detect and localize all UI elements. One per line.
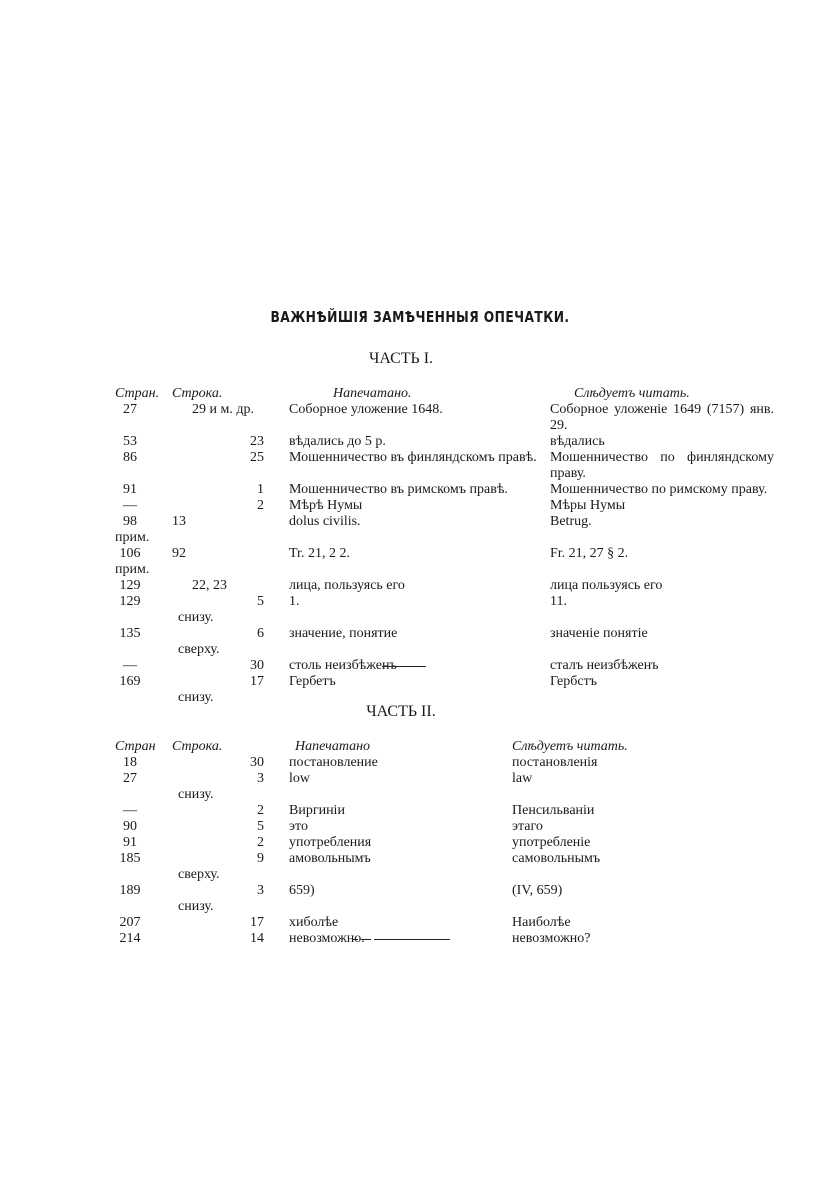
errata-table-part2 bbox=[115, 739, 712, 947]
cell-line bbox=[172, 819, 289, 835]
line-number: 2 bbox=[257, 835, 264, 850]
line-note: сверху. bbox=[178, 642, 220, 657]
cell-line bbox=[172, 803, 289, 819]
line-number: 5 bbox=[257, 819, 264, 834]
table-row bbox=[115, 450, 774, 482]
cell-line bbox=[172, 658, 289, 674]
cell-printed: Гербетъ bbox=[289, 674, 336, 689]
table-header-row bbox=[115, 386, 774, 402]
table-row bbox=[115, 819, 712, 835]
cell-page bbox=[115, 626, 172, 658]
table-row bbox=[115, 803, 712, 819]
line-note: снизу. bbox=[178, 690, 214, 705]
cell-printed: Tr. 21, 2 2. bbox=[289, 546, 350, 561]
cell-correct: невозможно? bbox=[512, 931, 591, 946]
cell-printed: Мошенничество въ римскомъ правѣ. bbox=[289, 482, 508, 497]
line-number: 23 bbox=[250, 434, 264, 449]
line-number: 3 bbox=[257, 771, 264, 786]
col-header-page: Стран. bbox=[115, 386, 160, 401]
page-number: 129 bbox=[119, 594, 141, 609]
cell-printed: вѣдались до 5 р. bbox=[289, 434, 386, 449]
col-header-page: Стран bbox=[115, 739, 156, 754]
cell-line bbox=[172, 546, 289, 578]
cell-printed: Соборное уложение 1648. bbox=[289, 402, 443, 417]
cell-page bbox=[115, 771, 172, 803]
cell-printed: невозможно. bbox=[289, 931, 365, 946]
line-number: 1 bbox=[257, 482, 264, 497]
cell-page bbox=[115, 931, 172, 947]
table-row bbox=[115, 755, 712, 771]
line-number: 30 bbox=[250, 658, 264, 673]
errata-table-part1 bbox=[115, 386, 774, 706]
page-number: — bbox=[123, 658, 137, 673]
cell-page bbox=[115, 578, 172, 594]
cell-page bbox=[115, 819, 172, 835]
cell-page bbox=[115, 658, 172, 674]
col-header-correct: Слѣдуетъ читать. bbox=[512, 739, 628, 754]
table-row bbox=[115, 883, 712, 915]
line-number: 2 bbox=[257, 498, 264, 513]
cell-page bbox=[115, 835, 172, 851]
page-number: 91 bbox=[123, 835, 137, 850]
cell-correct: постановленія bbox=[512, 755, 598, 770]
cell-page bbox=[115, 915, 172, 931]
page-number: 27 bbox=[123, 771, 137, 786]
cell-printed: Мѣрѣ Нумы bbox=[289, 498, 363, 513]
end-divider bbox=[352, 939, 358, 940]
cell-line bbox=[172, 434, 289, 450]
cell-line bbox=[172, 514, 289, 546]
col-header-line: Строка. bbox=[172, 386, 223, 401]
cell-printed: хиболѣе bbox=[289, 915, 339, 930]
line-number: 17 bbox=[250, 915, 264, 930]
line-number: 2 bbox=[257, 803, 264, 818]
cell-printed: low bbox=[289, 771, 310, 786]
cell-line bbox=[172, 915, 289, 931]
page-note: прим. bbox=[115, 530, 150, 545]
line-number: 13 bbox=[172, 514, 186, 529]
page-number: 106 bbox=[119, 546, 141, 561]
cell-line bbox=[172, 674, 289, 706]
table-row bbox=[115, 546, 774, 578]
table-row bbox=[115, 594, 774, 626]
cell-correct: Наиболѣе bbox=[512, 915, 571, 930]
col-header-line: Строка. bbox=[172, 739, 223, 754]
table-row bbox=[115, 402, 774, 434]
cell-line bbox=[172, 626, 289, 658]
page-number: 189 bbox=[119, 883, 141, 898]
page-title: ВАЖНѢЙШІЯ ЗАМѢЧЕННЫЯ ОПЕЧАТКИ. bbox=[270, 308, 570, 326]
end-divider bbox=[361, 939, 371, 940]
part1-heading: ЧАСТЬ I. bbox=[368, 350, 434, 367]
cell-line bbox=[172, 450, 289, 482]
part2-heading: ЧАСТЬ II. bbox=[366, 703, 436, 720]
table-row bbox=[115, 674, 774, 706]
line-number: 3 bbox=[257, 883, 264, 898]
line-number: 25 bbox=[250, 450, 264, 465]
cell-printed: значение, понятие bbox=[289, 626, 398, 641]
page-number: — bbox=[123, 803, 137, 818]
cell-correct: Мѣры Нумы bbox=[550, 498, 626, 513]
cell-page bbox=[115, 402, 172, 434]
cell-correct: law bbox=[512, 771, 533, 786]
cell-line bbox=[172, 835, 289, 851]
cell-correct: вѣдались bbox=[550, 434, 605, 449]
cell-page bbox=[115, 434, 172, 450]
cell-correct: значеніе понятіе bbox=[550, 626, 648, 641]
cell-correct: Betrug. bbox=[550, 514, 592, 529]
line-number: 29 и м. др. bbox=[192, 402, 254, 417]
page-number: 169 bbox=[119, 674, 141, 689]
cell-correct: Соборное уложеніе 1649 (7157) янв. 29. bbox=[550, 402, 774, 433]
page-number: 53 bbox=[123, 434, 137, 449]
cell-line bbox=[172, 482, 289, 498]
page-number: 91 bbox=[123, 482, 137, 497]
cell-printed: 1. bbox=[289, 594, 300, 609]
cell-correct: самовольнымъ bbox=[512, 851, 601, 866]
line-number: 22, 23 bbox=[192, 578, 227, 593]
col-header-correct: Слѣдуетъ читать. bbox=[574, 386, 690, 401]
cell-correct: Мошенничество по финляндскому праву. bbox=[550, 450, 774, 481]
cell-correct: Гербстъ bbox=[550, 674, 597, 689]
cell-page bbox=[115, 594, 172, 626]
cell-correct: употребленіе bbox=[512, 835, 591, 850]
cell-line bbox=[172, 402, 289, 434]
table-row bbox=[115, 771, 712, 803]
page-note: прим. bbox=[115, 562, 150, 577]
cell-line bbox=[172, 578, 289, 594]
table-row bbox=[115, 514, 774, 546]
col-header-printed: Напечатано. bbox=[333, 386, 412, 401]
cell-line bbox=[172, 498, 289, 514]
cell-page bbox=[115, 674, 172, 706]
cell-page bbox=[115, 883, 172, 915]
line-number: 17 bbox=[250, 674, 264, 689]
section-divider bbox=[382, 666, 426, 667]
page-number: 18 bbox=[123, 755, 137, 770]
cell-correct: Пенсильваніи bbox=[512, 803, 595, 818]
page-number: 185 bbox=[119, 851, 141, 866]
cell-page bbox=[115, 803, 172, 819]
cell-correct: Мошенничество по римскому праву. bbox=[550, 482, 768, 497]
cell-correct: лица пользуясь его bbox=[550, 578, 663, 593]
cell-printed: Виргиніи bbox=[289, 803, 345, 818]
cell-printed: 659) bbox=[289, 883, 315, 898]
cell-correct: сталъ неизбѣженъ bbox=[550, 658, 659, 673]
cell-printed: это bbox=[289, 819, 308, 834]
line-number: 5 bbox=[257, 594, 264, 609]
cell-printed: употребления bbox=[289, 835, 372, 850]
line-number: 14 bbox=[250, 931, 264, 946]
cell-line bbox=[172, 771, 289, 803]
line-number: 6 bbox=[257, 626, 264, 641]
cell-line bbox=[172, 931, 289, 947]
cell-correct: этаго bbox=[512, 819, 543, 834]
page-number: 129 bbox=[119, 578, 141, 593]
table-row bbox=[115, 578, 774, 594]
cell-page bbox=[115, 450, 172, 482]
cell-printed: постановление bbox=[289, 755, 378, 770]
table-row bbox=[115, 482, 774, 498]
cell-correct: Fr. 21, 27 § 2. bbox=[550, 546, 629, 561]
cell-printed: столь неизбѣженъ bbox=[289, 658, 397, 673]
cell-line bbox=[172, 594, 289, 626]
cell-printed: амовольнымъ bbox=[289, 851, 371, 866]
page-number: 214 bbox=[119, 931, 141, 946]
cell-page bbox=[115, 851, 172, 883]
line-note: снизу. bbox=[178, 899, 214, 914]
line-number: 9 bbox=[257, 851, 264, 866]
end-divider bbox=[374, 939, 450, 940]
cell-correct: 11. bbox=[550, 594, 567, 609]
cell-line bbox=[172, 883, 289, 915]
cell-printed: Мошенничество въ финляндскомъ правѣ. bbox=[289, 450, 537, 465]
page-number: 135 bbox=[119, 626, 141, 641]
line-number: 30 bbox=[250, 755, 264, 770]
cell-page bbox=[115, 498, 172, 514]
cell-page bbox=[115, 514, 172, 546]
table-row bbox=[115, 434, 774, 450]
col-header-printed: Напечатано bbox=[295, 739, 371, 754]
table-row bbox=[115, 658, 774, 674]
cell-page bbox=[115, 482, 172, 498]
cell-page bbox=[115, 755, 172, 771]
cell-printed: лица, пользуясь его bbox=[289, 578, 405, 593]
cell-printed: dolus civilis. bbox=[289, 514, 361, 529]
page-number: 90 bbox=[123, 819, 137, 834]
table-row bbox=[115, 915, 712, 931]
table-header-row bbox=[115, 739, 712, 755]
line-note: снизу. bbox=[178, 610, 214, 625]
page-number: 86 bbox=[123, 450, 137, 465]
cell-line bbox=[172, 851, 289, 883]
cell-correct: (IV, 659) bbox=[512, 883, 563, 898]
line-number: 92 bbox=[172, 546, 186, 561]
page-number: 98 bbox=[123, 514, 137, 529]
cell-line bbox=[172, 755, 289, 771]
line-note: сверху. bbox=[178, 867, 220, 882]
cell-page bbox=[115, 546, 172, 578]
table-row bbox=[115, 835, 712, 851]
page-number: — bbox=[123, 498, 137, 513]
page-number: 207 bbox=[119, 915, 141, 930]
line-note: снизу. bbox=[178, 787, 214, 802]
page-number: 27 bbox=[123, 402, 137, 417]
table-row bbox=[115, 498, 774, 514]
table-row bbox=[115, 626, 774, 658]
table-row bbox=[115, 851, 712, 883]
